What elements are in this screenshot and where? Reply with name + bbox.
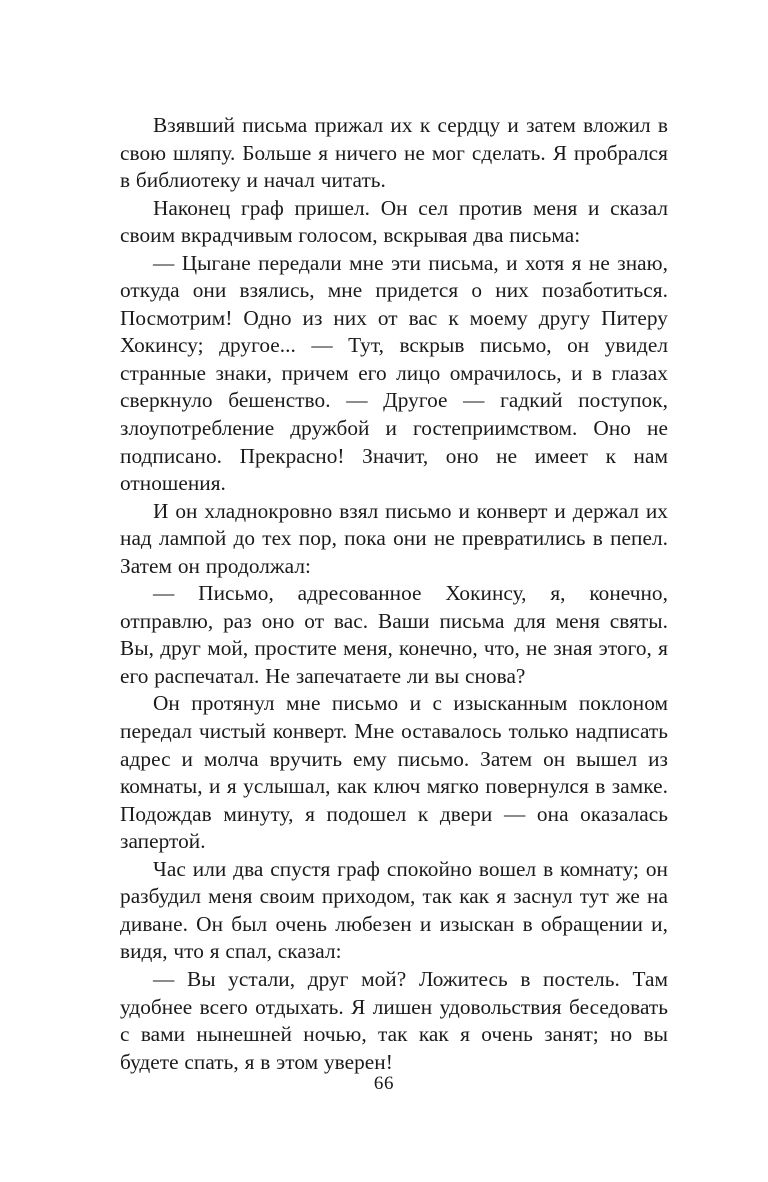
paragraph: Он протянул мне письмо и с изысканным поклоном передал чистый конверт. Мне оставалось только надписать адрес и молча вручить ему письмо. Затем он вышел из комнаты, и я услышал, как ключ мягко повернулся в замке. Подождав минуту, я подошел к двери — она оказалась запертой.: [120, 691, 668, 854]
paragraph: Наконец граф пришел. Он сел против меня и сказал своим вкрадчивым голосом, вскрывая два письма:: [120, 195, 668, 248]
page-number: 66: [373, 1073, 395, 1094]
paragraph-dialogue: — Вы устали, друг мой? Ложитесь в постель. Там удобнее всего отдыхать. Я лишен удовольствия беседовать с вами нынешней ночью, так как я очень занят; но вы будете спать, я в этом уверен!: [120, 966, 668, 1074]
page-text-block: [120, 112, 668, 1076]
paragraph-dialogue: — Цыгане передали мне эти письма, и хотя я не знаю, откуда они взялись, мне придется о них позаботиться. Посмотрим! Одно из них от вас к моему другу Питеру Хокинсу; другое... — Тут, вскрыв письмо, он увидел странные знаки, причем его лицо омрачилось, и в глазах сверкнуло бешенство. — Другое — гадкий поступок, злоупотребление дружбой и гостеприимством. Оно не подписано. Прекрасно! Значит, оно не имеет к нам отношения.: [120, 250, 668, 496]
paragraph: Взявший письма прижал их к сердцу и затем вложил в свою шляпу. Больше я ничего не мог сделать. Я пробрался в библиотеку и начал читать.: [120, 113, 668, 193]
paragraph: И он хладнокровно взял письмо и конверт и держал их над лампой до тех пор, пока они не превратились в пепел. Затем он продолжал:: [120, 498, 668, 578]
paragraph-dialogue: — Письмо, адресованное Хокинсу, я, конечно, отправлю, раз оно от вас. Ваши письма для меня святы. Вы, друг мой, простите меня, конечно, что, не зная этого, я его распечатал. Не запечатаете ли вы снова?: [120, 581, 668, 688]
paragraph: Час или два спустя граф спокойно вошел в комнату; он разбудил меня своим приходом, так как я заснул тут же на диване. Он был очень любезен и изыскан в обращении и, видя, что я спал, сказал:: [120, 856, 668, 964]
